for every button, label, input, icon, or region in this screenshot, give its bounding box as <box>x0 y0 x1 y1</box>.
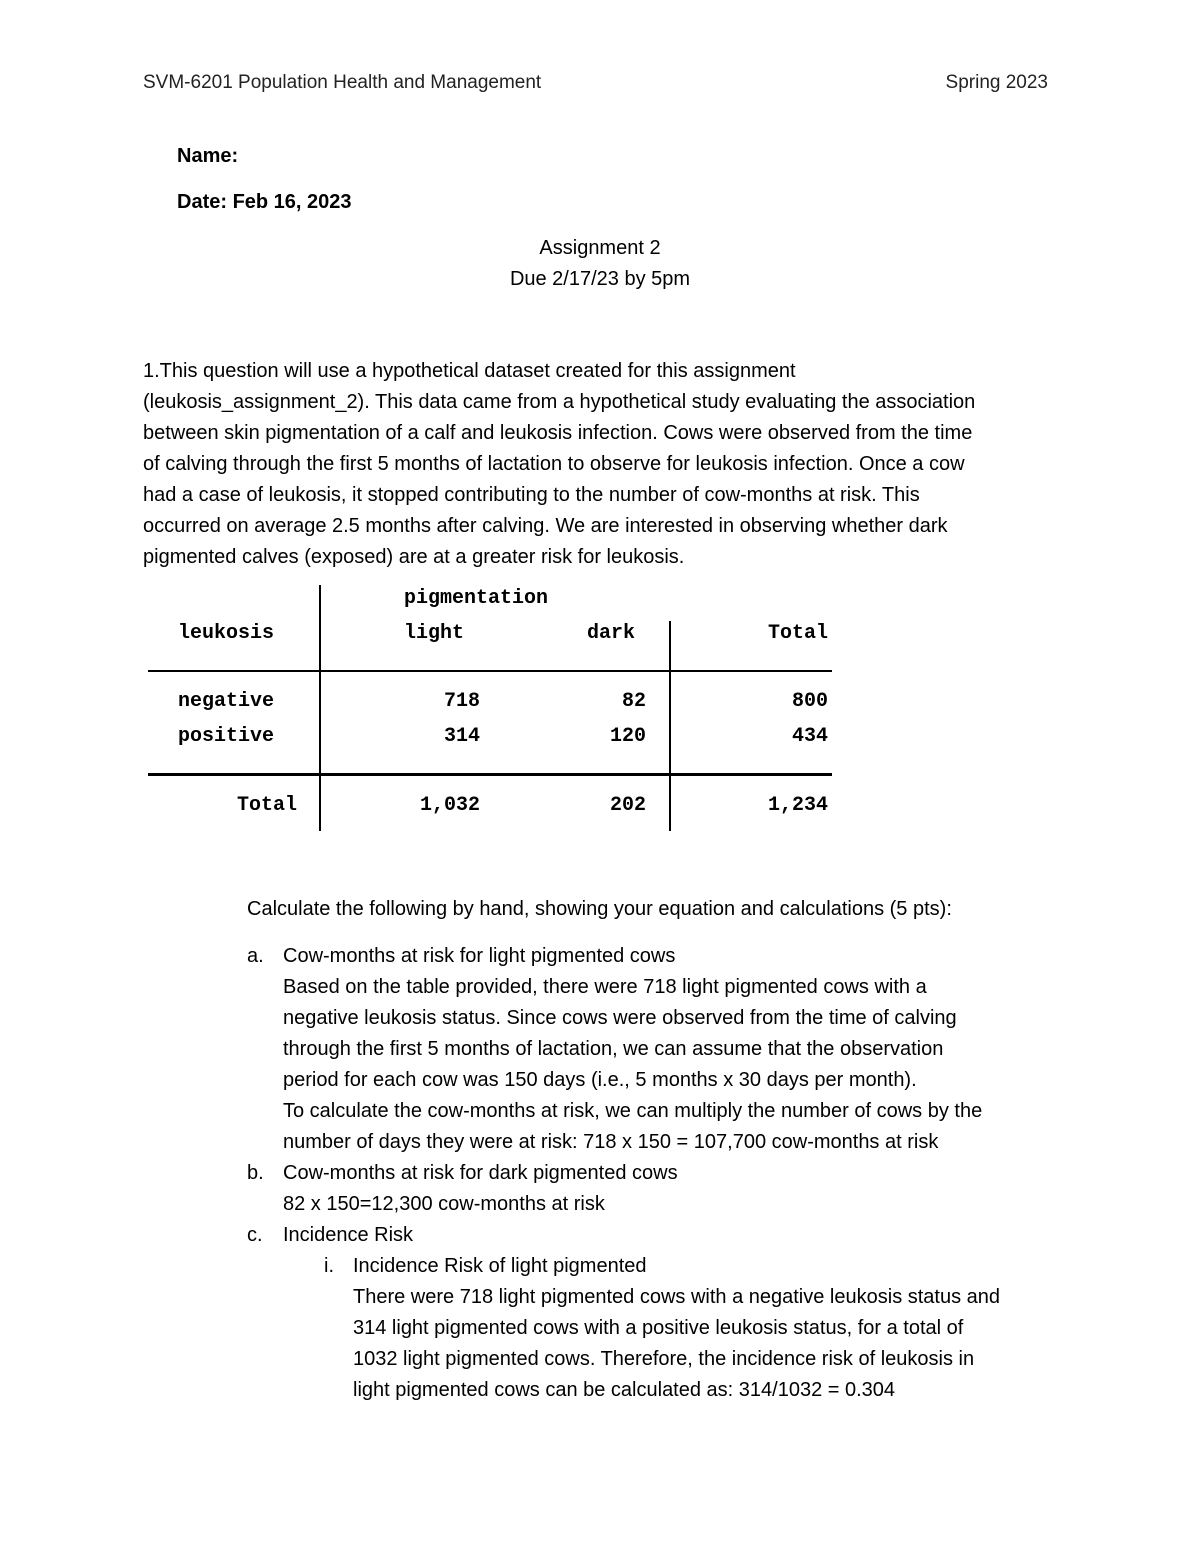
course-header: SVM-6201 Population Health and Management <box>143 72 542 93</box>
table-rule <box>148 773 832 776</box>
table-divider <box>319 585 321 831</box>
crosstab-table <box>148 585 832 831</box>
list-marker: a. <box>247 945 264 967</box>
answer-line: through the first 5 months of lactation, we can assume that the observation <box>283 1038 944 1060</box>
list-marker: b. <box>247 1162 264 1184</box>
cell-negative-light: 718 <box>443 690 480 713</box>
list-marker: i. <box>324 1255 334 1277</box>
row-header: leukosis <box>178 622 275 645</box>
cell-negative-dark: 82 <box>621 690 646 713</box>
question-line: between skin pigmentation of a calf and leukosis infection. Cows were observed from the time <box>143 422 973 444</box>
cell-negative-total: 800 <box>791 690 828 713</box>
list-item-a <box>247 941 1067 972</box>
question-line: (leukosis_assignment_2). This data came from a hypothetical study evaluating the association <box>143 391 976 413</box>
list-item-b <box>247 1158 1067 1189</box>
cell-grand-total: 1,234 <box>767 794 828 817</box>
list-text: Cow-months at risk for dark pigmented cows <box>283 1162 678 1184</box>
answer-line: 314 light pigmented cows with a positive leukosis status, for a total of <box>353 1317 964 1339</box>
list-text: Cow-months at risk for light pigmented cows <box>283 945 676 967</box>
row-label-total: Total <box>236 794 297 817</box>
answer-line: light pigmented cows can be calculated as: 314/1032 = 0.304 <box>353 1379 896 1401</box>
calc-instructions: Calculate the following by hand, showing your equation and calculations (5 pts): <box>247 898 952 920</box>
col-header-total: Total <box>767 622 828 645</box>
answer-line: 1032 light pigmented cows. Therefore, the incidence risk of leukosis in <box>353 1348 975 1370</box>
row-label-positive: positive <box>178 725 275 748</box>
term-header: Spring 2023 <box>945 72 1048 93</box>
question-line: pigmented calves (exposed) are at a greater risk for leukosis. <box>143 546 685 568</box>
answer-line: Based on the table provided, there were 718 light pigmented cows with a <box>283 976 927 998</box>
cell-total-dark: 202 <box>609 794 646 817</box>
list-item-c <box>247 1220 1067 1251</box>
cell-total-light: 1,032 <box>419 794 480 817</box>
answer-line: There were 718 light pigmented cows with a negative leukosis status and <box>353 1286 1001 1308</box>
question-1 <box>143 356 1063 573</box>
date-label: Date: Feb 16, 2023 <box>177 191 352 213</box>
calc-list <box>247 941 1067 1406</box>
table-rule <box>148 670 832 672</box>
group-header: pigmentation <box>404 587 549 610</box>
answer-line: 82 x 150=12,300 cow-months at risk <box>283 1193 605 1215</box>
list-item-c-i <box>247 1251 1067 1282</box>
answer-line: period for each cow was 150 days (i.e., 5 months x 30 days per month). <box>283 1069 917 1091</box>
answer-line: To calculate the cow-months at risk, we can multiply the number of cows by the <box>283 1100 983 1122</box>
col-header-light: light <box>404 622 465 645</box>
table-divider <box>669 621 671 831</box>
list-marker: c. <box>247 1224 263 1246</box>
due-date: Due 2/17/23 by 5pm <box>509 268 691 290</box>
question-line: had a case of leukosis, it stopped contributing to the number of cow-months at risk. This <box>143 484 920 506</box>
row-label-negative: negative <box>178 690 275 713</box>
question-line: occurred on average 2.5 months after calving. We are interested in observing whether dark <box>143 515 948 537</box>
cell-positive-light: 314 <box>443 725 480 748</box>
col-header-dark: dark <box>587 622 636 645</box>
list-text: Incidence Risk <box>283 1224 414 1246</box>
cell-positive-dark: 120 <box>609 725 646 748</box>
question-line: 1.This question will use a hypothetical dataset created for this assignment <box>143 360 796 382</box>
cell-positive-total: 434 <box>791 725 828 748</box>
list-text: Incidence Risk of light pigmented <box>353 1255 647 1277</box>
answer-line: negative leukosis status. Since cows were observed from the time of calving <box>283 1007 957 1029</box>
assignment-title: Assignment 2 <box>539 237 661 259</box>
name-label: Name: <box>177 145 239 167</box>
question-line: of calving through the first 5 months of lactation to observe for leukosis infection. Once a cow <box>143 453 965 475</box>
answer-line: number of days they were at risk: 718 x 150 = 107,700 cow-months at risk <box>283 1131 939 1153</box>
